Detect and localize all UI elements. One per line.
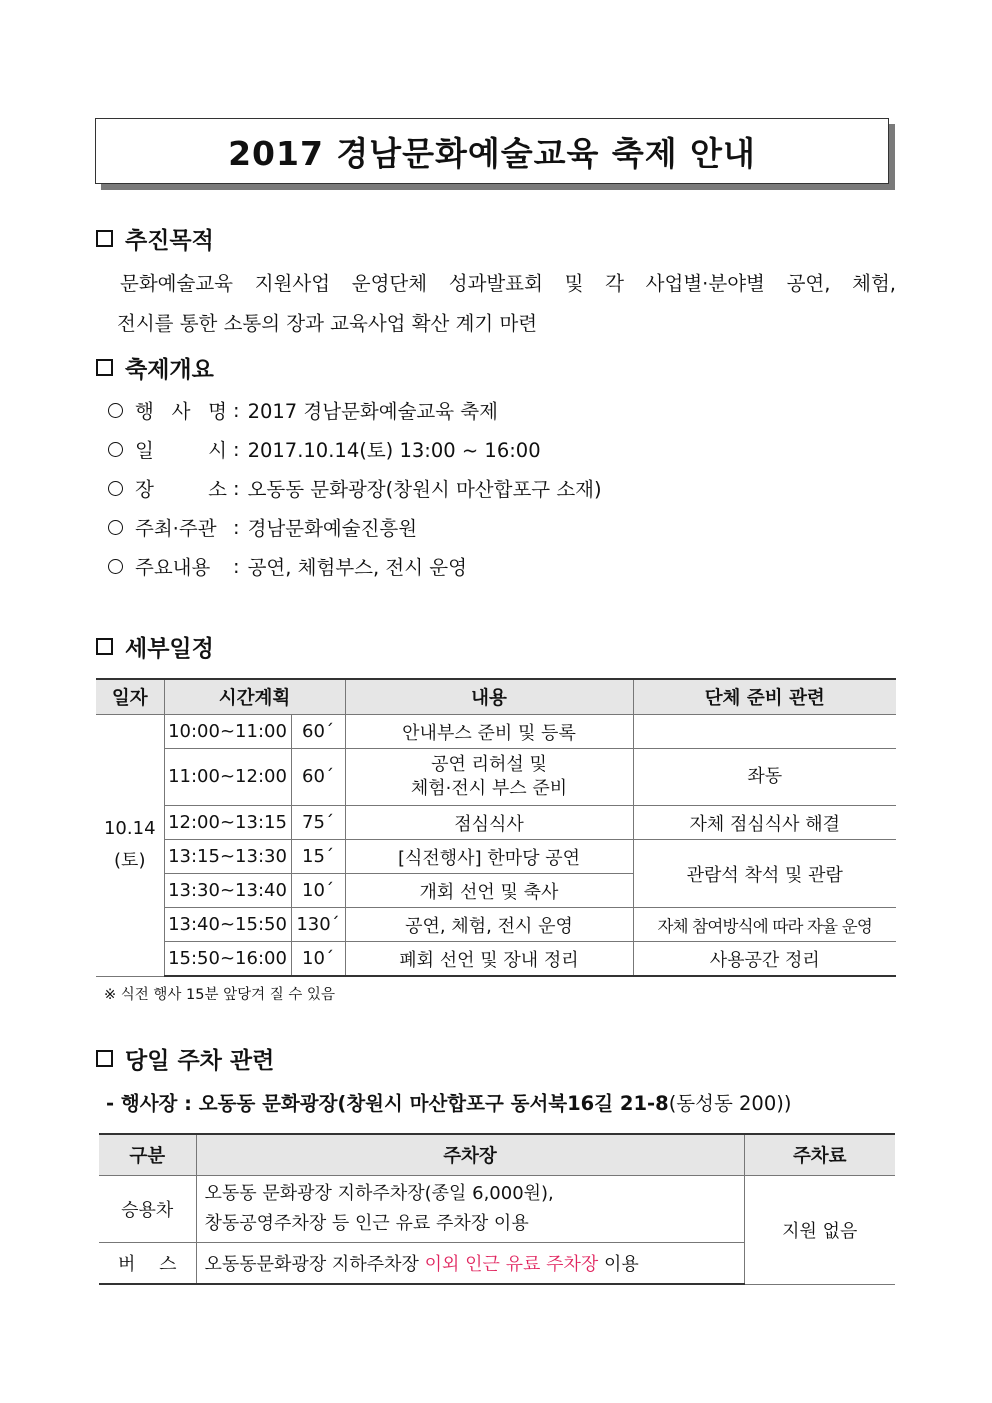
section-heading-parking (96, 1042, 274, 1075)
time-cell: 12:00~13:15 (164, 806, 291, 840)
prep-cell (633, 715, 896, 749)
prep-cell: 자체 점심식사 해결 (633, 806, 896, 840)
lot-cell (196, 1176, 744, 1243)
colon: : (233, 398, 240, 422)
time-cell: 15:50~16:00 (164, 942, 291, 977)
circle-bullet-icon (108, 520, 123, 535)
schedule-note: ※ 식전 행사 15분 앞당겨 질 수 있음 (104, 987, 335, 1003)
header-type: 구분 (99, 1134, 196, 1176)
circle-bullet-icon (108, 442, 123, 457)
minutes-cell: 10´ (291, 874, 345, 908)
lot-line: 오동동 문화광장 지하주차장(종일 6,000원), (204, 1183, 554, 1204)
overview-value: 2017.10.14(토) 13:00 ~ 16:00 (247, 439, 541, 462)
header-time: 시간계획 (164, 679, 345, 715)
fee-cell: 지원 없음 (744, 1176, 895, 1285)
table-row (96, 840, 896, 874)
date-day: (토) (114, 850, 146, 872)
circle-bullet-icon (108, 403, 123, 418)
table-row (96, 715, 896, 749)
header-lot: 주차장 (196, 1134, 744, 1176)
minutes-cell: 10´ (291, 942, 345, 977)
venue-line (106, 1088, 791, 1116)
content-cell (345, 749, 633, 806)
checkbox-square-icon (96, 1050, 113, 1067)
colon: : (233, 476, 240, 500)
overview-label: 장 소 (135, 478, 227, 501)
heading-text: 추진목적 (125, 228, 214, 254)
colon: : (233, 437, 240, 461)
lot-cell (196, 1243, 744, 1285)
overview-item-place (108, 474, 602, 502)
minutes-cell: 60´ (291, 749, 345, 806)
minutes-cell: 75´ (291, 806, 345, 840)
minutes-cell: 130´ (291, 908, 345, 942)
content-line: 공연 리허설 및 (431, 754, 547, 775)
circle-bullet-icon (108, 481, 123, 496)
venue-old-address: (동성동 200)) (668, 1092, 792, 1115)
overview-value: 오동동 문화광장(창원시 마산합포구 소재) (247, 478, 602, 501)
table-header-row (96, 679, 896, 715)
content-cell: 개회 선언 및 축사 (345, 874, 633, 908)
overview-label: 주요내용 (135, 556, 211, 579)
minutes-cell: 15´ (291, 840, 345, 874)
overview-item-date (108, 435, 541, 463)
section-heading-overview (96, 351, 214, 384)
table-row (96, 908, 896, 942)
document-title: 2017 경남문화예술교육 축제 안내 (95, 118, 889, 184)
prep-cell: 좌동 (633, 749, 896, 806)
heading-text: 당일 주차 관련 (125, 1048, 275, 1074)
prep-cell: 관람석 착석 및 관람 (633, 840, 896, 908)
date-cell (96, 715, 164, 977)
time-cell: 13:30~13:40 (164, 874, 291, 908)
lot-text: 오동동문화광장 지하주차장 (204, 1254, 425, 1275)
lot-text: 이용 (598, 1254, 639, 1275)
type-cell: 버 스 (99, 1243, 196, 1285)
overview-label: 일 시 (135, 439, 227, 462)
table-row (99, 1176, 895, 1243)
time-cell: 11:00~12:00 (164, 749, 291, 806)
content-cell: 공연, 체험, 전시 운영 (345, 908, 633, 942)
time-cell: 10:00~11:00 (164, 715, 291, 749)
heading-text: 축제개요 (125, 357, 214, 383)
overview-item-host (108, 513, 417, 541)
header-date: 일자 (96, 679, 164, 715)
overview-value: 공연, 체험부스, 전시 운영 (247, 556, 467, 579)
content-cell: 폐회 선언 및 장내 정리 (345, 942, 633, 977)
content-cell: 점심식사 (345, 806, 633, 840)
overview-item-name (108, 396, 498, 424)
content-cell: 안내부스 준비 및 등록 (345, 715, 633, 749)
purpose-line-2: 전시를 통한 소통의 장과 교육사업 확산 계기 마련 (117, 312, 538, 335)
overview-label: 행 사 명 (135, 400, 227, 423)
table-header-row (99, 1134, 895, 1176)
time-cell: 13:40~15:50 (164, 908, 291, 942)
date-line: 10.14 (103, 818, 156, 840)
time-cell: 13:15~13:30 (164, 840, 291, 874)
overview-value: 2017 경남문화예술교육 축제 (247, 400, 498, 423)
colon: : (233, 515, 240, 539)
lot-line: 창동공영주차장 등 인근 유료 주차장 이용 (204, 1213, 529, 1234)
minutes-cell: 60´ (291, 715, 345, 749)
header-prep: 단체 준비 관련 (633, 679, 896, 715)
type-cell: 승용차 (99, 1176, 196, 1243)
checkbox-square-icon (96, 638, 113, 655)
overview-label: 주최·주관 (135, 517, 217, 540)
circle-bullet-icon (108, 559, 123, 574)
table-row (96, 806, 896, 840)
prep-cell: 사용공간 정리 (633, 942, 896, 977)
section-heading-purpose (96, 222, 214, 255)
content-cell: [식전행사] 한마당 공연 (345, 840, 633, 874)
lot-text-highlight: 이외 인근 유료 주차장 (424, 1254, 599, 1275)
checkbox-square-icon (96, 230, 113, 247)
table-row (96, 942, 896, 977)
header-content: 내용 (345, 679, 633, 715)
table-row (96, 749, 896, 806)
checkbox-square-icon (96, 359, 113, 376)
prep-cell: 자체 참여방식에 따라 자율 운영 (633, 908, 896, 942)
venue-address: - 행사장 : 오동동 문화광장(창원시 마산합포구 동서북16길 21-8 (106, 1092, 669, 1115)
content-line: 체험·전시 부스 준비 (410, 778, 568, 799)
overview-value: 경남문화예술진흥원 (247, 517, 418, 540)
section-heading-schedule (96, 630, 214, 663)
header-fee: 주차료 (744, 1134, 895, 1176)
schedule-table (96, 678, 896, 977)
heading-text: 세부일정 (125, 636, 214, 662)
overview-item-content (108, 552, 467, 580)
parking-table (99, 1133, 895, 1285)
colon: : (233, 554, 240, 578)
purpose-line-1: 문화예술교육 지원사업 운영단체 성과발표회 및 각 사업별·분야별 공연, 체험, (120, 272, 896, 295)
